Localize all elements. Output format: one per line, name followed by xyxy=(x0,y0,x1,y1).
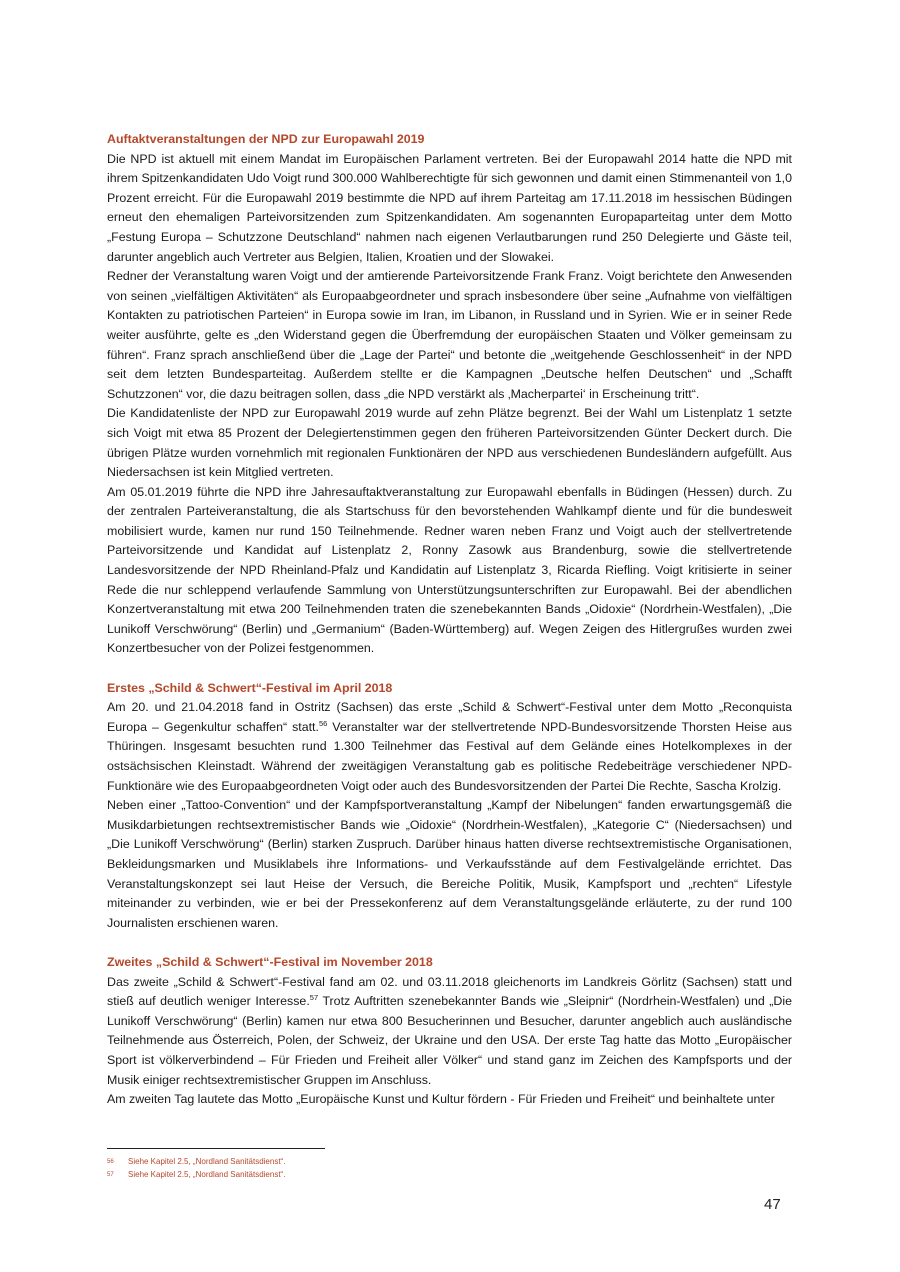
section-heading-festival-november: Zweites „Schild & Schwert“-Festival im November 2018 xyxy=(107,954,433,969)
footnote-number: 57 xyxy=(107,1171,114,1178)
footnote-text: Siehe Kapitel 2.5, „Nordland Sanitätsdienst“. xyxy=(128,1169,286,1179)
footnote-ref[interactable]: 56 xyxy=(318,718,328,728)
paragraph-text: Trotz Auftritten szenebekannter Bands wie „Sleipnir“ (Nordrhein-Westfalen) und „Die Lunikoff Verschwörung“ (Berlin) kamen nur etwa 800 Besucherinnen und Besucher, darunter angeblich auch ausländische Teilnehmende aus Österreich, Polen, der Schweiz, der Ukraine und den USA. Der erste Tag hatte das Motto „Europäischer Sport ist völkerverbindend – Für Frieden und Freiheit aller Völker“ und stand ganz im Zeichen des Kampfsports und der Musik einiger rechtsextremistischer Gruppen im Anschluss. xyxy=(107,994,793,1087)
section-heading-europawahl: Auftaktveranstaltungen der NPD zur Europawahl 2019 xyxy=(107,132,425,146)
footnotes xyxy=(107,1156,507,1181)
paragraph: Am zweiten Tag lautete das Motto „Europäische Kunst und Kultur fördern - Für Frieden und Freiheit“ und beinhaltete unter xyxy=(107,1092,775,1107)
paragraph: Am 05.01.2019 führte die NPD ihre Jahresauftaktveranstaltung zur Europawahl ebenfalls in Büdingen (Hessen) durch. Zu der zentralen Parteiveranstaltung, die als Startschuss für den bevorstehenden Wahlkampf diente und für die bundesweit mobilisiert wurde, kamen nur rund 150 Teilnehmende. Redner waren neben Franz und Voigt auch der stellvertretende Parteivorsitzende und Kandidat auf Listenplatz 2, Ronny Zasowk aus Brandenburg, sowie die stellvertretende Landesvorsitzende der NPD Rheinland-Pfalz und Kandidatin auf Listenplatz 3, Ricarda Riefling. Voigt kritisierte in seiner Rede die nur schleppend verlaufende Sammlung von Unterstützungsunterschriften zur Europawahl. Bei der abendlichen Konzertveranstaltung mit etwa 200 Teilnehmenden traten die szenebekannten Bands „Oidoxie“ (Nordrhein-Westfalen), „Die Lunikoff Verschwörung“ (Berlin) und „Germanium“ (Baden-Württemberg) auf. Wegen Zeigen des Hitlergrußes wurden zwei Konzertbesucher von der Polizei festgenommen. xyxy=(107,484,792,656)
paragraph: Die Kandidatenliste der NPD zur Europawahl 2019 wurde auf zehn Plätze begrenzt. Bei der Wahl um Listenplatz 1 setzte sich Voigt mit etwa 85 Prozent der Delegiertenstimmen gegen den früheren Parteivorsitzenden Günter Deckert durch. Die übrigen Plätze wurden vornehmlich mit regionalen Funktionären der NPD aus verschiedenen Bundesländern aufgefüllt. Aus Niedersachsen ist kein Mitglied vertreten. xyxy=(107,406,792,480)
footnote-text: Siehe Kapitel 2.5, „Nordland Sanitätsdienst“. xyxy=(128,1157,286,1166)
footnote-number: 56 xyxy=(107,1159,114,1165)
footnote-ref[interactable]: 57 xyxy=(309,993,319,1003)
footnote-divider xyxy=(107,1148,325,1149)
paragraph-text: Veranstalter war der stellvertretende NPD-Bundesvorsitzende Thorsten Heise aus Thüringen. Insgesamt besuchten rund 1.300 Teilnehmer das Festival auf dem Gelände eines Hotelkomplexes in der ostsächsischen Kleinstadt. Während der zweitägigen Veranstaltung gab es politische Redebeiträge verschiedener NPD-Funktionäre wie des Europaabgeordneten Voigt oder auch des Bundesvorsitzenden der Partei Die Rechte, Sascha Krolzig. xyxy=(107,719,792,793)
paragraph-text: Am 20. und 21.04.2018 fand in Ostritz (Sachsen) das erste „Schild & Schwert“-Festival unter dem Motto „Reconquista Europa – Gegenkultur schaffen“ statt. xyxy=(107,700,792,734)
paragraph: Die NPD ist aktuell mit einem Mandat im Europäischen Parlament vertreten. Bei der Europawahl 2014 hatte die NPD mit ihrem Spitzenkandidaten Udo Voigt rund 300.000 Wahlberechtigte für sich gewonnen und damit einen Stimmenanteil von 1,0 Prozent erreicht. Für die Europawahl 2019 bestimmte die NPD auf ihrem Parteitag am 17.11.2018 im hessischen Büdingen erneut den ehemaligen Parteivorsitzenden zum Spitzenkandidaten. Am sogenannten Europaparteitag unter dem Motto „Festung Europa – Schutzzone Deutschland“ nahmen nach eigenen Verlautbarungen rund 250 Delegierte und Gäste teil, darunter angeblich auch Vertreter aus Belgien, Italien, Kroatien und der Slowakei. xyxy=(107,151,792,264)
footnote xyxy=(107,1156,507,1169)
section-heading-festival-april: Erstes „Schild & Schwert“-Festival im April 2018 xyxy=(107,680,393,695)
paragraph xyxy=(107,698,792,796)
paragraph: Redner der Veranstaltung waren Voigt und der amtierende Parteivorsitzende Frank Franz. Voigt berichtete den Anwesenden von seinen „vielfältigen Aktivitäten“ als Europaabgeordneter und sprach insbesondere über seine „Aufnahme von vielfältigen Kontakten zu patriotischen Parteien“ in Europa sowie im Iran, im Libanon, in Russland und in Syrien. Wie er in seiner Rede weiter ausführte, gelte es „den Widerstand gegen die Überfremdung der europäischen Staaten und Völker gemeinsam zu führen“. Franz sprach anschließend über die „Lage der Partei“ und betonte die „weitgehende Geschlossenheit“ in der NPD seit dem letzten Bundesparteitag. Außerdem stellte er die Kampagnen „Deutsche helfen Deutschen“ und „Schafft Schutzzonen“ vor, die dazu beitragen sollen, dass „die NPD verstärkt als ‚Macherpartei‘ in Erscheinung tritt“. xyxy=(107,269,792,401)
document-body xyxy=(107,130,792,1110)
paragraph xyxy=(107,973,792,1091)
page-number: 47 xyxy=(764,1196,781,1213)
footnote xyxy=(107,1169,507,1182)
paragraph: Neben einer „Tattoo-Convention“ und der Kampfsportveranstaltung „Kampf der Nibelungen“ fanden erwartungsgemäß die Musikdarbietungen rechtsextremistischer Bands wie „Oidoxie“ (Nordrhein-Westfalen), „Kategorie C“ (Niedersachsen) und „Die Lunikoff Verschwörung“ (Berlin) starken Zuspruch. Darüber hinaus hatten diverse rechtsextremistische Organisationen, Bekleidungsmarken und Musiklabels ihre Informations- und Verkaufsstände auf dem Festivalgelände errichtet. Das Veranstaltungskonzept sei laut Heise der Versuch, die Bereiche Politik, Musik, Kampfsport und „rechten“ Lifestyle miteinander zu verbinden, wie er bei der Pressekonferenz auf dem Veranstaltungsgelände erläuterte, zu der rund 100 Journalisten erschienen waren. xyxy=(107,798,792,930)
paragraph-text: Das zweite „Schild & Schwert“-Festival fand am 02. und 03.11.2018 gleichenorts im Landkreis Görlitz (Sachsen) statt und stieß auf deutlich weniger Interesse. xyxy=(107,974,792,1009)
